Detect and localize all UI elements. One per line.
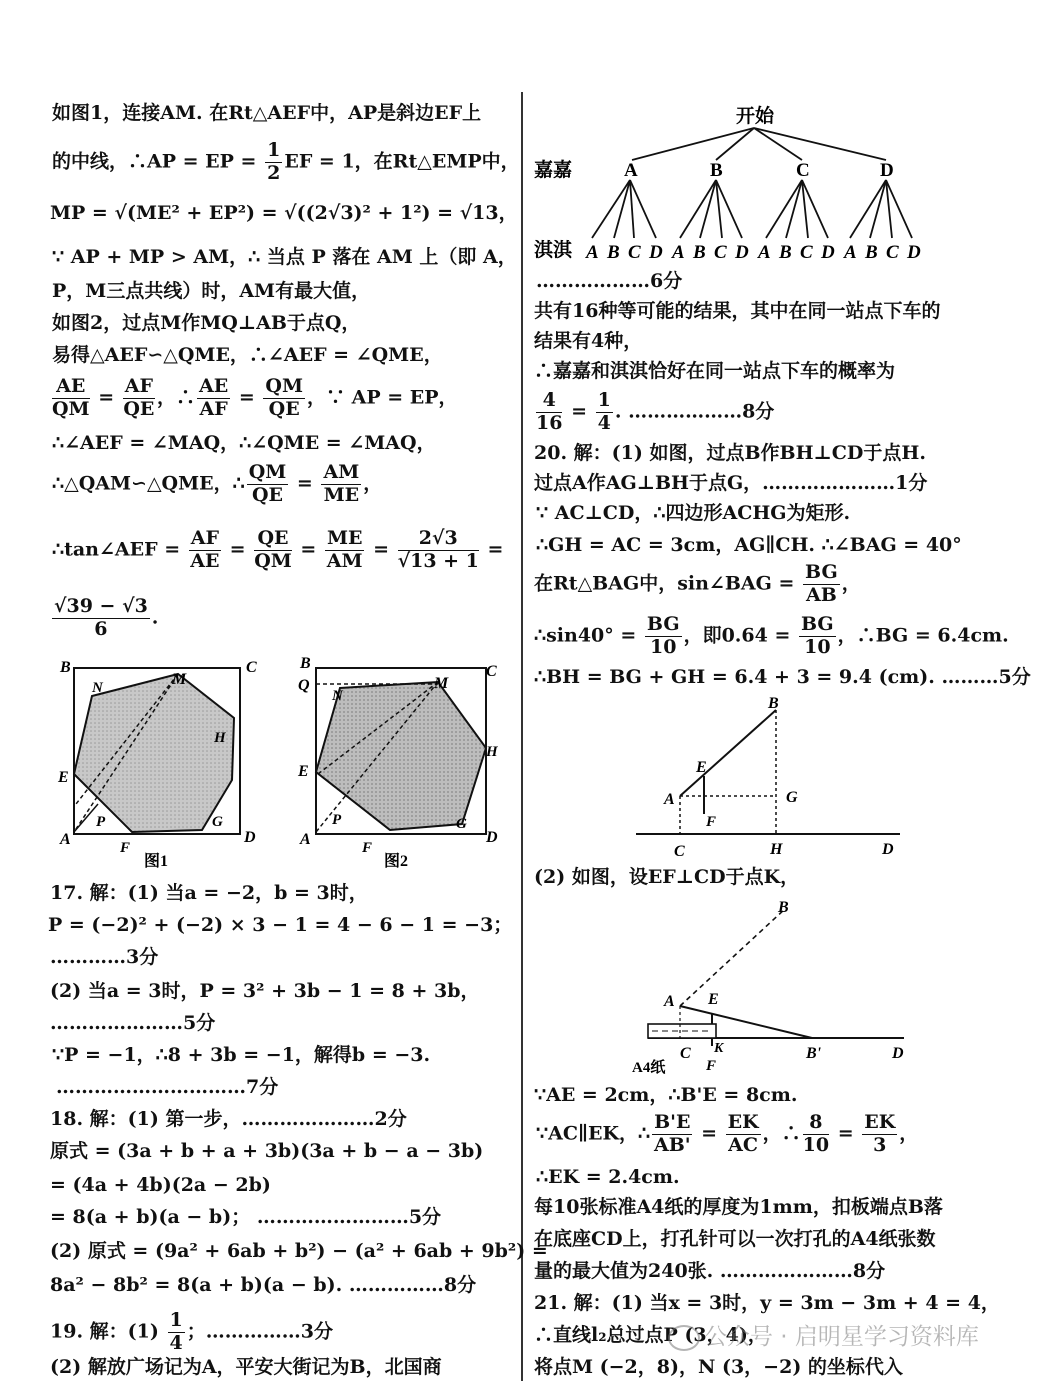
- text-line: ………………6分: [536, 270, 683, 292]
- text-line: 易得△AEF∽△QME，∴∠AEF = ∠QME，: [52, 344, 443, 366]
- figure-1-hexagon-diagram: [50, 654, 260, 870]
- label-f: F: [362, 840, 373, 856]
- tree-leaf: D: [649, 242, 663, 263]
- text-line: ∴tan∠AEF = $\frac{AF}{AE}$ = $\frac{QE}{QM}$ = $\frac{ME}{AM}$ = $\frac{2√3}{√13 + 1}$ =: [52, 527, 504, 572]
- label-n: N: [92, 680, 103, 696]
- text-line: 18. 解：(1) 第一步，…………………2分: [50, 1108, 407, 1130]
- text-line: 21. 解：(1) 当x = 3时，y = 3m − 3m + 4 = 4，: [534, 1292, 1000, 1314]
- tree-leaf: B: [607, 242, 620, 263]
- text-line: …………………5分: [50, 1012, 216, 1034]
- text-line: ∴EK = 2.4cm.: [536, 1166, 680, 1188]
- text-line: 结果有4种，: [534, 330, 643, 352]
- text-line: 每10张标准A4纸的厚度为1mm，扣板端点B落: [534, 1196, 943, 1218]
- tree-node: B: [710, 160, 723, 181]
- text-line: ∴BH = BG + GH = 6.4 + 3 = 9.4 (cm). ………5分: [534, 666, 1031, 688]
- text-line: (2) 如图，设EF⊥CD于点K，: [534, 866, 800, 888]
- label-c: C: [674, 843, 685, 860]
- label-h: H: [214, 730, 226, 746]
- text-line: 量的最大值为240张. …………………8分: [534, 1260, 886, 1282]
- text-line: (2) 原式 = (9a² + 6ab + b²) − (a² + 6ab + 9b²) =: [50, 1240, 548, 1262]
- label-d: D: [486, 829, 498, 846]
- text-line: = (4a + 4b)(2a − 2b): [50, 1174, 271, 1196]
- label-d: D: [892, 1045, 904, 1062]
- tree-node: A: [624, 160, 638, 181]
- tree-leaf: C: [800, 242, 813, 263]
- label-a: A: [664, 993, 675, 1010]
- tree-leaf: D: [735, 242, 749, 263]
- text-line: 在Rt△BAG中，sin∠BAG = $\frac{BG}{AB}$ ，: [534, 561, 861, 606]
- figure-stapler-side-view: [624, 692, 914, 862]
- label-a: A: [300, 831, 311, 848]
- text-line: 19. 解：(1) $\frac{1}{4}$ ；……………3分: [50, 1309, 333, 1354]
- watermark: 公众号 · 启明星学习资料库: [668, 1318, 979, 1351]
- label-d: D: [882, 841, 894, 858]
- segment-ab: [680, 710, 776, 796]
- label-g: G: [456, 816, 467, 832]
- text-line: $\frac{4}{16}$ = $\frac{1}{4}$ . ………………8分: [536, 389, 775, 434]
- tree-leaf: C: [714, 242, 727, 263]
- tree-leaf: D: [907, 242, 921, 263]
- wechat-icon: [668, 1325, 700, 1351]
- label-c: C: [680, 1045, 691, 1062]
- text-line: …………3分: [50, 946, 159, 968]
- tree-diagram: [530, 100, 1040, 268]
- fraction: $\frac{1}{2}$: [267, 139, 281, 184]
- tree-node: D: [880, 160, 894, 181]
- text-line: 20. 解：(1) 如图，过点B作BH⊥CD于点H.: [534, 442, 926, 464]
- text-line: ∴GH = AC = 3cm，AG∥CH. ∴∠BAG = 40°: [536, 534, 962, 556]
- tree-leaf: A: [586, 242, 599, 263]
- tree-row2-label: 淇淇: [534, 240, 573, 261]
- label-g: G: [786, 789, 798, 806]
- text-line: (2) 解放广场记为A，平安大街记为B，北国商: [50, 1356, 442, 1378]
- label-d: D: [244, 829, 256, 846]
- label-h: H: [770, 841, 783, 858]
- text-line: 的中线，∴AP = EP = $\frac{1}{2}$ EF = 1，在Rt△EMP中，: [52, 139, 520, 184]
- text-line: …………………………7分: [56, 1076, 279, 1098]
- text-line: (2) 当a = 3时，P = 3² + 3b − 1 = 8 + 3b，: [50, 980, 480, 1002]
- text-line: P，M三点共线）时，AM有最大值，: [52, 280, 371, 302]
- text-line: $\frac{√39 - √3}{6}$ .: [54, 595, 159, 640]
- label-e: E: [298, 763, 309, 780]
- text-line: ∴∠AEF = ∠MAQ，∴∠QME = ∠MAQ，: [52, 432, 436, 454]
- tree-leaf: D: [821, 242, 835, 263]
- label-c: C: [246, 659, 257, 676]
- figure-1-caption: 图1: [144, 853, 169, 870]
- label-k: K: [714, 1041, 724, 1056]
- label-n: N: [332, 688, 343, 704]
- text-line: 原式 = (3a + b + a + 3b)(3a + b − a − 3b): [50, 1140, 484, 1162]
- tree-root: 开始: [736, 106, 775, 127]
- figure-2-hexagon-diagram: [290, 654, 510, 870]
- label-a: A: [664, 791, 675, 808]
- text-line: 将点M (−2，8)，N (3，−2) 的坐标代入: [534, 1356, 903, 1378]
- column-divider: [521, 92, 523, 1381]
- text-line: ∵AE = 2cm，∴B'E = 8cm.: [534, 1084, 798, 1106]
- label-q: Q: [298, 677, 310, 694]
- label-f: F: [706, 814, 717, 830]
- tree-leaf: C: [886, 242, 899, 263]
- text-line: 8a² − 8b² = 8(a + b)(a − b). ……………8分: [50, 1274, 477, 1296]
- text-line: ∴直线l₂总过点P (3，4)，: [534, 1324, 767, 1346]
- label-f: F: [120, 840, 131, 856]
- tree-row1-label: 嘉嘉: [534, 160, 573, 181]
- dashed-line-ab: [680, 908, 786, 1006]
- tree-leaf: C: [628, 242, 641, 263]
- text-line: ∵AC∥EK，∴ $\frac{B'E}{AB'}$ = $\frac{EK}{AC}$ ，∴ $\frac{8}{10}$ = $\frac{EK}{3}$ ，: [536, 1111, 919, 1156]
- text-line: 过点A作AG⊥BH于点G，…………………1分: [534, 472, 928, 494]
- text-line: ∵ AP + MP > AM，∴ 当点 P 落在 AM 上（即 A，: [52, 246, 517, 268]
- text-line: 共有16种等可能的结果，其中在同一站点下车的: [534, 300, 941, 322]
- text-line: 如图1，连接AM. 在Rt△AEF中，AP是斜边EF上: [52, 102, 482, 124]
- label-e: E: [58, 769, 69, 786]
- text-line: ∵P = −1，∴8 + 3b = −1，解得b = −3.: [52, 1044, 431, 1066]
- text-line: MP = √(ME² + EP²) = √((2√3)² + 1²) = √13，: [50, 202, 518, 224]
- figure-2-caption: 图2: [384, 853, 409, 870]
- label-b: B: [60, 659, 71, 676]
- text-line: P = (−2)² + (−2) × 3 − 1 = 4 − 6 − 1 = −3；: [48, 914, 513, 936]
- segment-ap: [74, 804, 98, 832]
- label-a: A: [60, 831, 71, 848]
- label-p: P: [332, 812, 342, 828]
- label-e: E: [696, 759, 707, 776]
- label-b: B: [300, 655, 311, 672]
- tree-leaf: A: [672, 242, 685, 263]
- label-b: B: [778, 899, 789, 916]
- tree-leaf: B: [693, 242, 706, 263]
- label-b-prime: B': [806, 1045, 822, 1062]
- label-c: C: [486, 663, 497, 680]
- label-m: M: [172, 671, 187, 688]
- text-line: 如图2，过点M作MQ⊥AB于点Q，: [52, 312, 361, 334]
- tree-leaf: B: [865, 242, 878, 263]
- text-line: ∵ AC⊥CD，∴四边形ACHG为矩形.: [536, 502, 851, 524]
- label-e: E: [708, 991, 719, 1008]
- text-line: ∴△QAM∽△QME，∴ $\frac{QM}{QE}$ = $\frac{AM}{ME}$ ，: [52, 461, 383, 506]
- tree-leaf: A: [844, 242, 857, 263]
- text-line: = 8(a + b)(a − b)； ……………………5分: [50, 1206, 442, 1228]
- figure-stapler-press-view: [628, 894, 928, 1084]
- label-a4-paper: A4纸: [632, 1060, 666, 1076]
- tree-leaf: A: [758, 242, 771, 263]
- text-line: 在底座CD上，打孔针可以一次打孔的A4纸张数: [534, 1228, 936, 1250]
- tree-leaf: B: [779, 242, 792, 263]
- tree-node: C: [796, 160, 810, 181]
- label-g: G: [212, 814, 223, 830]
- text-line: ∴嘉嘉和淇淇恰好在同一站点下车的概率为: [534, 360, 896, 382]
- text-line: ∴sin40° = $\frac{BG}{10}$ ，即0.64 = $\frac{BG}{10}$ ，∴BG = 6.4cm.: [534, 613, 1009, 658]
- label-m: M: [434, 675, 449, 692]
- label-h: H: [486, 744, 498, 760]
- text-line: 17. 解：(1) 当a = −2，b = 3时，: [50, 882, 368, 904]
- text-line: $\frac{AE}{QM}$ = $\frac{AF}{QE}$ ，∴ $\frac{AE}{AF}$ = $\frac{QM}{QE}$ ，∵ AP = EP，: [52, 375, 458, 420]
- hexagon-shape: [74, 674, 234, 832]
- label-b: B: [768, 695, 779, 712]
- label-p: P: [96, 814, 106, 830]
- label-f: F: [706, 1058, 717, 1074]
